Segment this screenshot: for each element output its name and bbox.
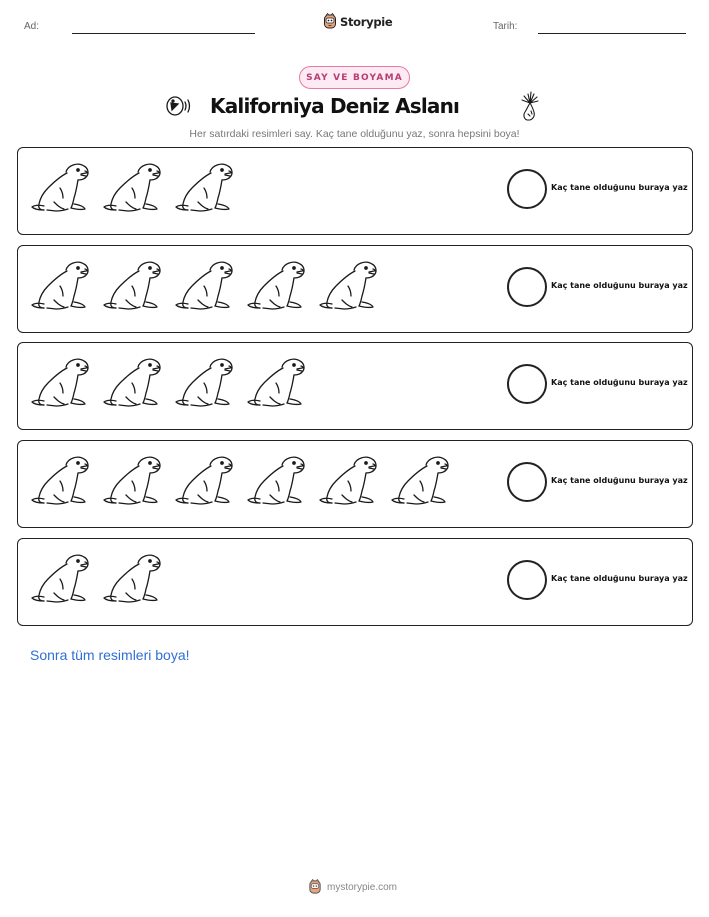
seal-group <box>30 158 235 214</box>
answer-circle[interactable] <box>507 364 547 404</box>
footer <box>308 879 397 895</box>
sea-lion-icon[interactable] <box>174 158 235 214</box>
sea-lion-icon[interactable] <box>30 158 91 214</box>
sea-lion-icon[interactable] <box>174 256 235 312</box>
sea-lion-icon[interactable] <box>318 256 379 312</box>
sea-lion-icon[interactable] <box>174 353 235 409</box>
sea-lion-icon[interactable] <box>30 256 91 312</box>
date-line[interactable] <box>538 33 686 34</box>
answer-circle[interactable] <box>507 267 547 307</box>
sea-lion-icon[interactable] <box>246 256 307 312</box>
seal-group <box>30 353 307 409</box>
activity-badge: SAY VE BOYAMA <box>299 66 410 89</box>
sea-lion-icon[interactable] <box>30 353 91 409</box>
counting-row <box>17 538 693 626</box>
title-row <box>0 92 709 122</box>
seal-group <box>30 451 451 507</box>
answer-circle[interactable] <box>507 169 547 209</box>
footer-url: mystorypie.com <box>327 881 398 893</box>
answer-circle[interactable] <box>507 560 547 600</box>
answer-hint: Kaç tane olduğunu buraya yaz <box>551 476 688 485</box>
answer-hint: Kaç tane olduğunu buraya yaz <box>551 378 688 387</box>
date-label: Tarih: <box>493 21 518 32</box>
answer-hint: Kaç tane olduğunu buraya yaz <box>551 183 688 192</box>
sea-lion-icon[interactable] <box>174 451 235 507</box>
counting-row <box>17 147 693 235</box>
seal-group <box>30 256 379 312</box>
sea-lion-icon[interactable] <box>30 451 91 507</box>
answer-circle[interactable] <box>507 462 547 502</box>
counting-row <box>17 245 693 333</box>
instructions-subtitle: Her satırdaki resimleri say. Kaç tane olduğunu yaz, sonra hepsini boya! <box>189 128 520 140</box>
answer-hint: Kaç tane olduğunu buraya yaz <box>551 281 688 290</box>
brand-logo <box>323 13 392 30</box>
sea-lion-icon[interactable] <box>246 451 307 507</box>
counting-row <box>17 440 693 528</box>
counting-row <box>17 342 693 430</box>
sea-lion-icon[interactable] <box>390 451 451 507</box>
sea-anemone-icon <box>518 90 542 122</box>
name-label: Ad: <box>24 21 40 32</box>
brand-name: Storypie <box>340 14 393 29</box>
sea-lion-icon[interactable] <box>318 451 379 507</box>
coloring-instruction: Sonra tüm resimleri boya! <box>30 647 190 663</box>
storypie-mascot-icon <box>323 13 337 30</box>
sea-lion-icon[interactable] <box>102 353 163 409</box>
sea-lion-icon[interactable] <box>102 158 163 214</box>
page-title: Kaliforniya Deniz Aslanı <box>210 94 460 118</box>
name-line[interactable] <box>72 33 255 34</box>
sea-lion-icon[interactable] <box>102 549 163 605</box>
answer-hint: Kaç tane olduğunu buraya yaz <box>551 574 688 583</box>
sea-lion-icon[interactable] <box>30 549 91 605</box>
sea-lion-icon[interactable] <box>102 451 163 507</box>
sea-lion-icon[interactable] <box>102 256 163 312</box>
sea-lion-icon[interactable] <box>246 353 307 409</box>
seal-group <box>30 549 163 605</box>
sea-lion-barking-icon <box>165 94 194 118</box>
storypie-mascot-icon <box>308 879 322 895</box>
